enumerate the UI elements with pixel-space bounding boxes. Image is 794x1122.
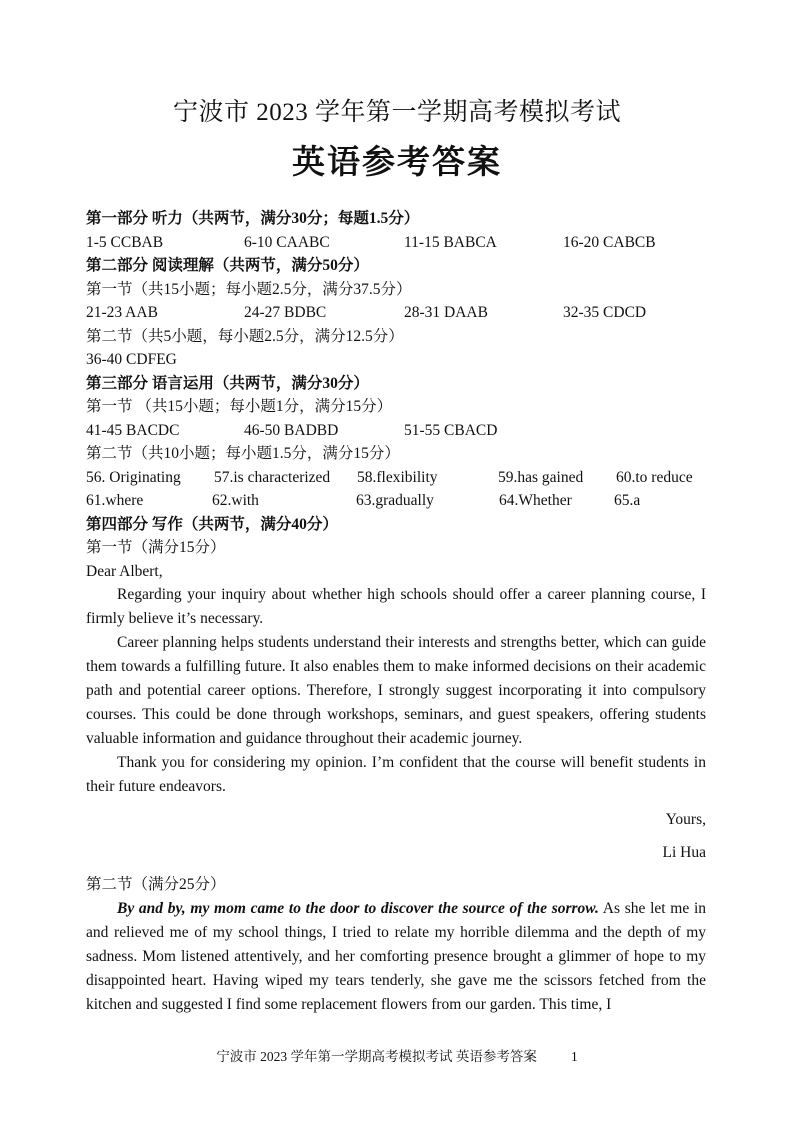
answer-group: 24-27 BDBC bbox=[244, 304, 327, 321]
answer-item: 61.where bbox=[86, 492, 144, 509]
letter-closing: Yours, bbox=[665, 811, 706, 828]
part2-sec2-answers-row bbox=[86, 348, 706, 372]
letter-signature: Li Hua bbox=[662, 844, 706, 861]
answer-group: 16-20 CABCB bbox=[563, 233, 656, 251]
answer-item: 58.flexibility bbox=[357, 468, 438, 486]
answer-item: 64.Whether bbox=[499, 492, 572, 509]
answer-item: 59.has gained bbox=[498, 468, 584, 486]
part1-heading: 第一部分 听力（共两节，满分30分；每题1.5分） bbox=[86, 210, 420, 227]
page-number: 1 bbox=[570, 1049, 578, 1064]
answer-group: 41-45 BACDC bbox=[86, 421, 180, 439]
part3-sec2-answers-row-2 bbox=[86, 489, 706, 513]
part3-heading: 第三部分 语言运用（共两节，满分30分） bbox=[86, 374, 369, 392]
exam-title: 宁波市 2023 学年第一学期高考模拟考试 bbox=[172, 99, 621, 126]
letter-paragraph: Regarding your inquiry about whether high schools should offer a career planning course, I firmly believe it’s necessary. bbox=[86, 586, 706, 627]
answer-group: 28-31 DAAB bbox=[404, 304, 488, 321]
part1-answers-row bbox=[86, 231, 706, 255]
part4-heading: 第四部分 写作（共两节，满分40分） bbox=[86, 515, 338, 533]
page-footer bbox=[0, 1045, 794, 1065]
answer-group: 51-55 CBACD bbox=[404, 421, 498, 439]
answer-content bbox=[86, 207, 706, 1017]
continuation-lead-sentence: By and by, my mom came to the door to discover the source of the sorrow. bbox=[117, 899, 599, 917]
letter-paragraph: Career planning helps students understand their interests and strengths better, which can guide them towards a fulfilling future. It also enables them to make informed decisions on their academic path and potential career options. Therefore, I strongly suggest incorporating it into compulsory courses. This could be done through workshops, seminars, and guest speakers, offering students valuable information and guidance throughout their academic journey. bbox=[86, 634, 706, 747]
part2-heading: 第二部分 阅读理解（共两节，满分50分） bbox=[86, 257, 369, 274]
part3-sec1-answers-row bbox=[86, 419, 706, 443]
answer-group: 36-40 CDFEG bbox=[86, 351, 177, 368]
footer-text: 宁波市 2023 学年第一学期高考模拟考试 英语参考答案 bbox=[216, 1049, 537, 1064]
letter-greeting: Dear Albert, bbox=[86, 562, 163, 580]
answer-item: 63.gradually bbox=[356, 492, 434, 509]
answer-group: 1-5 CCBAB bbox=[86, 233, 164, 251]
continuation-paragraph bbox=[86, 897, 706, 1017]
answer-item: 65.a bbox=[614, 492, 641, 509]
answer-group: 46-50 BADBD bbox=[244, 421, 339, 439]
answer-group: 21-23 AAB bbox=[86, 304, 158, 321]
part3-sec2-answers-row-1 bbox=[86, 466, 706, 490]
answer-item: 62.with bbox=[212, 492, 259, 509]
part3-sec2-heading: 第二节（共10小题；每小题1.5分，满分15分） bbox=[86, 445, 400, 462]
part4-sec1-heading: 第一节（满分15分） bbox=[86, 539, 226, 556]
continuation-text: As she let me in and relieved me of my school things, I tried to relate my horrible dilemma and the depth of my sadness. Mom listened attentively, and her comforting presence brought a glimmer of hope to my disappointed heart. Having wiped my tears tenderly, she gave me the scissors fetched from the kitchen and suggested I find some replacement flowers from our garden. This time, I bbox=[86, 899, 706, 1013]
answer-item: 57.is characterized bbox=[214, 468, 331, 486]
answer-group: 32-35 CDCD bbox=[563, 304, 647, 321]
part2-sec1-heading: 第一节（共15小题；每小题2.5分，满分37.5分） bbox=[86, 280, 412, 298]
answer-key-title: 英语参考答案 bbox=[292, 145, 502, 181]
letter-paragraph: Thank you for considering my opinion. I’m confident that the course will benefit students in their future endeavors. bbox=[86, 754, 706, 795]
answer-group: 11-15 BABCA bbox=[404, 233, 497, 251]
answer-item: 60.to reduce bbox=[616, 468, 693, 486]
answer-item: 56. Originating bbox=[86, 468, 181, 486]
part3-sec1-heading: 第一节 （共15小题；每小题1分，满分15分） bbox=[86, 398, 393, 415]
part4-sec2-heading: 第二节（满分25分） bbox=[86, 876, 226, 893]
part2-sec1-answers-row bbox=[86, 301, 706, 325]
answer-group: 6-10 CAABC bbox=[244, 233, 330, 251]
part2-sec2-heading: 第二节（共5小题，每小题2.5分，满分12.5分） bbox=[86, 327, 404, 345]
